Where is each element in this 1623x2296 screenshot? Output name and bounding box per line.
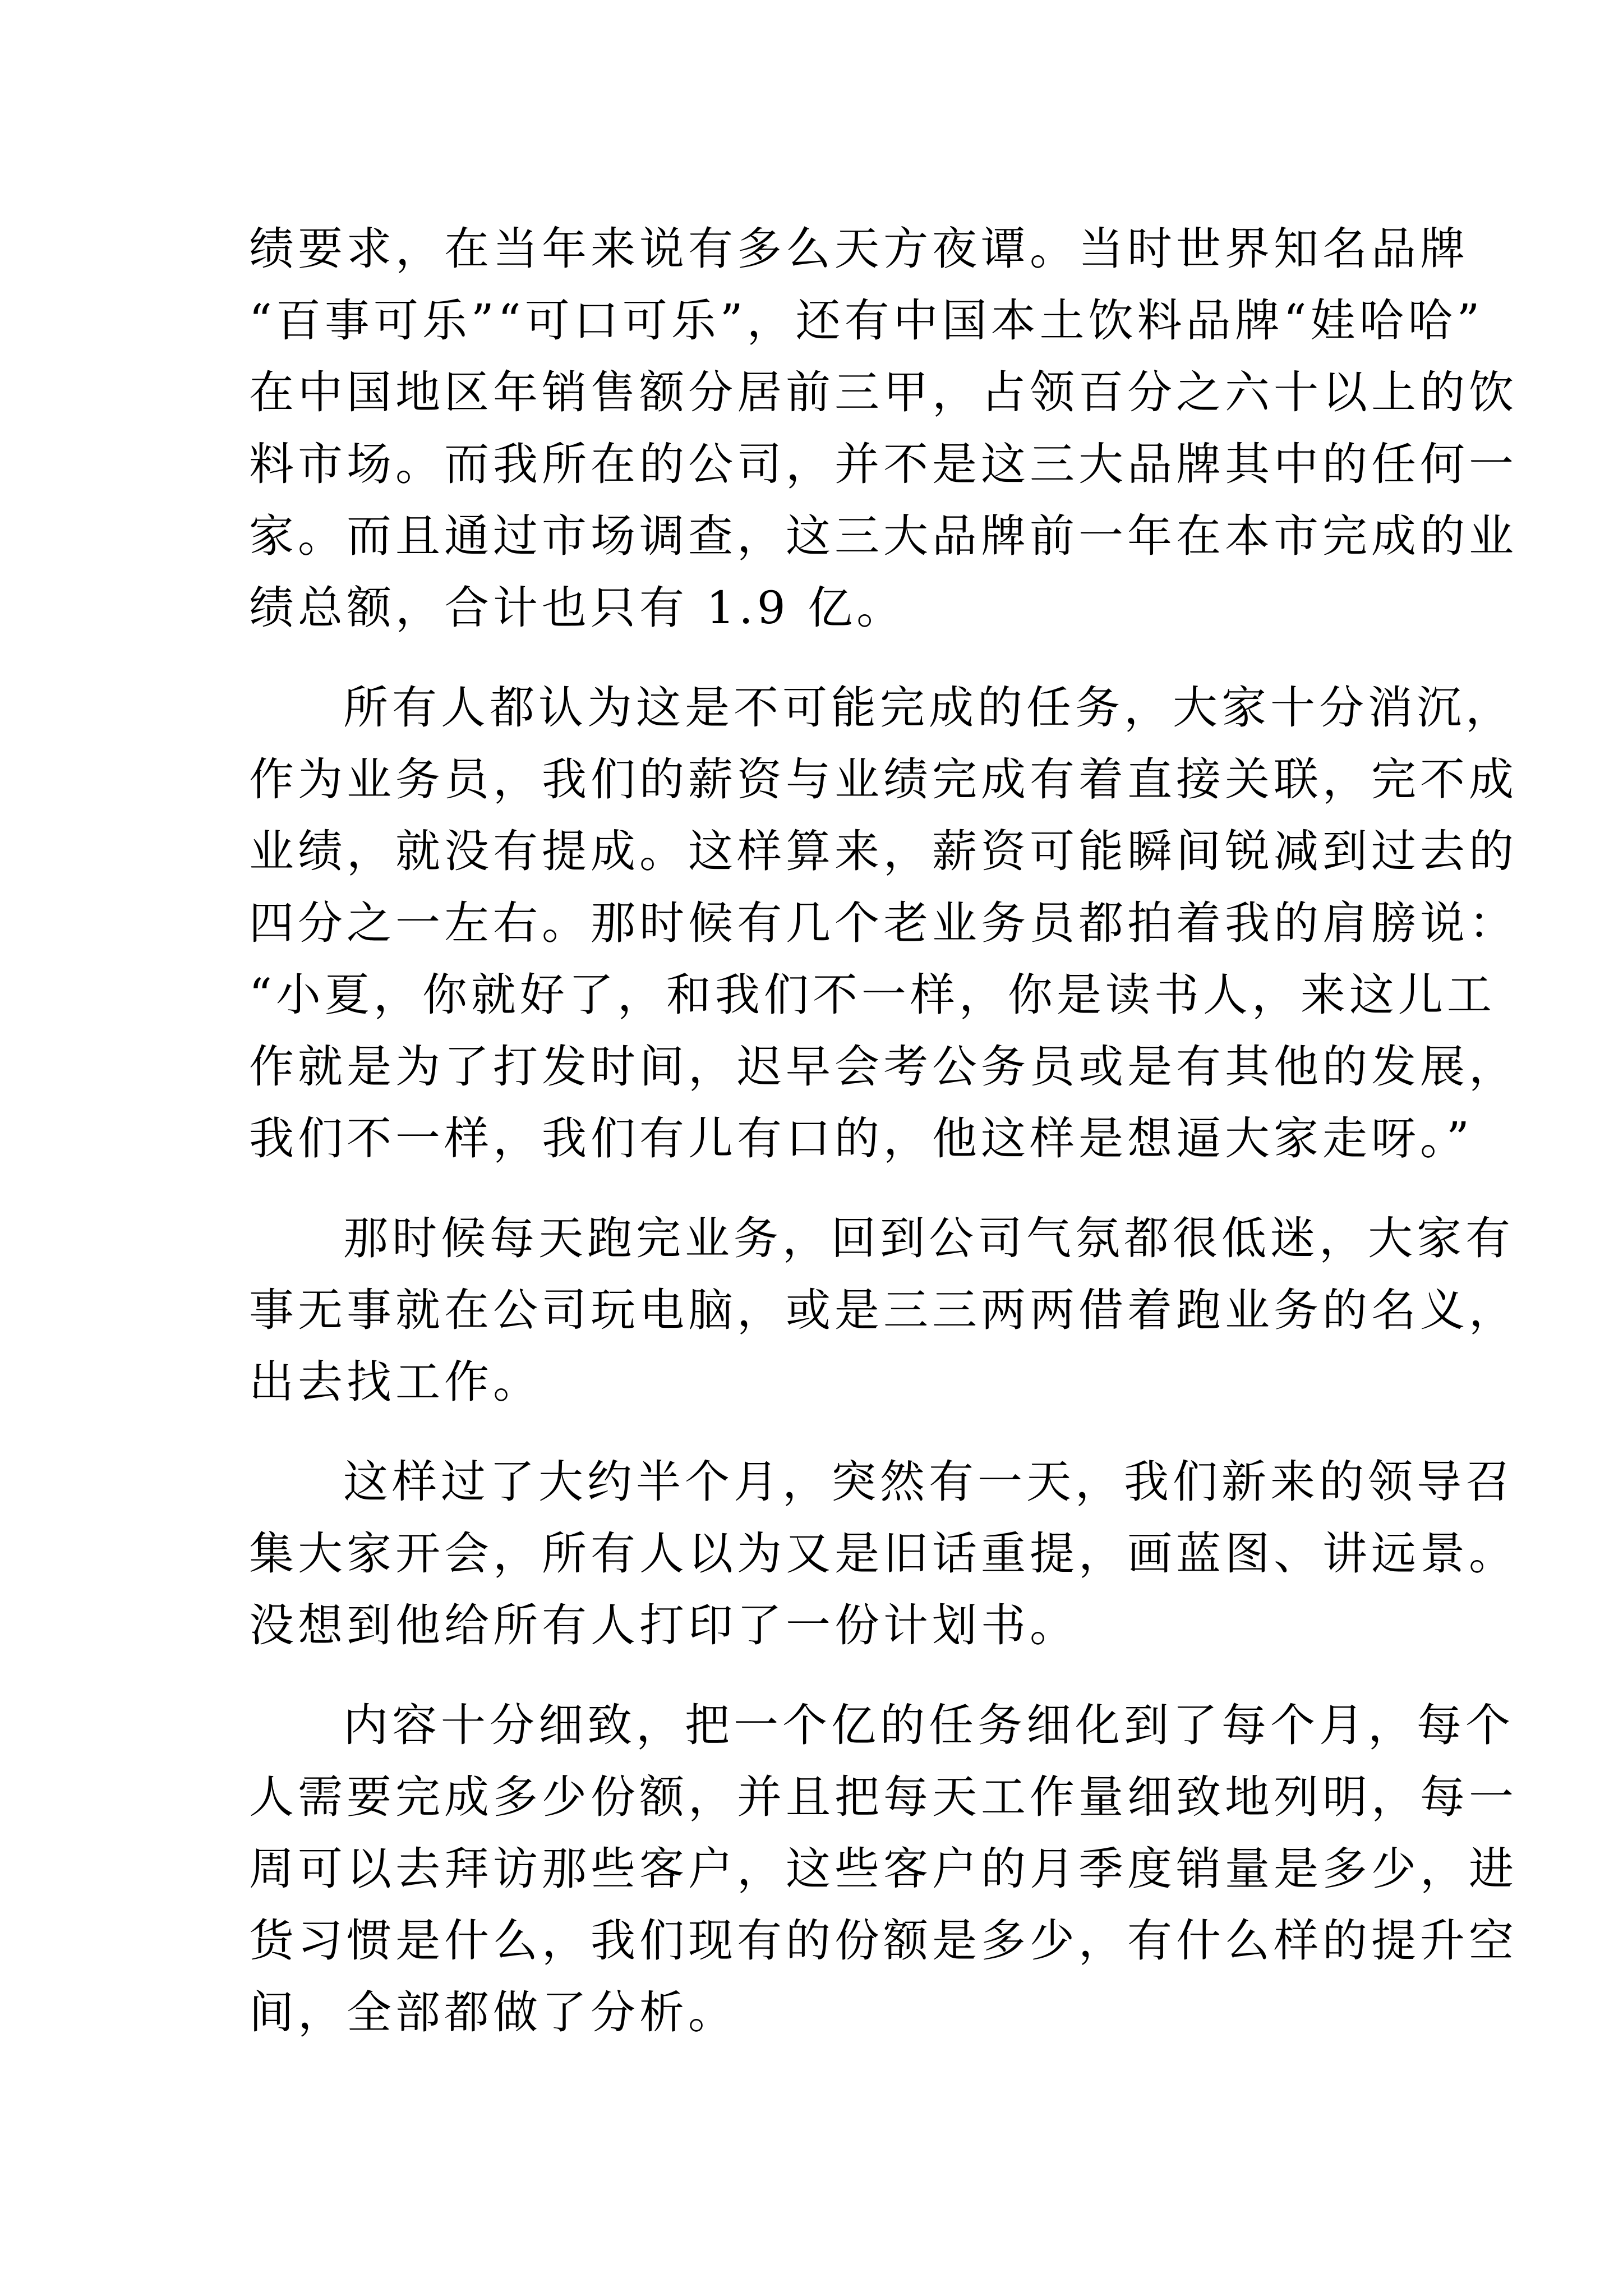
text-line: 绩总额，合计也只有 1.9 亿。	[249, 582, 906, 634]
text-line: 绩要求，在当年来说有多么天方夜谭。当时世界知名品牌	[249, 223, 1469, 275]
text-line: 四分之一左右。那时候有几个老业务员都拍着我的肩膀说：	[249, 897, 1518, 949]
text-line: 料市场。而我所在的公司，并不是这三大品牌其中的任何一	[249, 438, 1518, 490]
text-line: 作为业务员，我们的薪资与业绩完成有着直接关联，完不成	[249, 753, 1518, 806]
text-line: 间，全部都做了分析。	[249, 1986, 737, 2039]
text-line: 没想到他给所有人打印了一份计划书。	[249, 1599, 1078, 1651]
paragraph-1	[249, 213, 1518, 644]
paragraph-3	[249, 1203, 1518, 1418]
text-line: 家。而且通过市场调查，这三大品牌前一年在本市完成的业	[249, 510, 1518, 562]
paragraph-2	[249, 672, 1518, 1175]
text-line: 那时候每天跑完业务，回到公司气氛都很低迷，大家有	[343, 1212, 1514, 1264]
text-line: 内容十分细致，把一个亿的任务细化到了每个月，每个	[343, 1699, 1514, 1751]
document-body	[249, 213, 1518, 2049]
text-line: “小夏，你就好了，和我们不一样，你是读书人，来这儿工	[249, 969, 1496, 1021]
text-line: 所有人都认为这是不可能完成的任务，大家十分消沉，	[343, 682, 1514, 734]
text-line: 业绩，就没有提成。这样算来，薪资可能瞬间锐减到过去的	[249, 825, 1518, 877]
text-line: 集大家开会，所有人以为又是旧话重提，画蓝图、讲远景。	[249, 1527, 1518, 1580]
text-line: 事无事就在公司玩电脑，或是三三两两借着跑业务的名义，	[249, 1284, 1518, 1336]
text-line: 货习惯是什么，我们现有的份额是多少，有什么样的提升空	[249, 1915, 1518, 1967]
paragraph-5	[249, 1690, 1518, 2049]
text-line: “百事可乐”“可口可乐”，还有中国本土饮料品牌“娃哈哈”	[249, 295, 1484, 347]
paragraph-4	[249, 1446, 1518, 1662]
text-line: 周可以去拜访那些客户，这些客户的月季度销量是多少，进	[249, 1843, 1518, 1895]
text-line: 我们不一样，我们有儿有口的，他这样是想逼大家走呀。”	[249, 1112, 1473, 1165]
text-line: 这样过了大约半个月，突然有一天，我们新来的领导召	[343, 1456, 1514, 1508]
text-line: 人需要完成多少份额，并且把每天工作量细致地列明，每一	[249, 1771, 1518, 1823]
text-line: 出去找工作。	[249, 1356, 542, 1408]
text-line: 在中国地区年销售额分居前三甲，占领百分之六十以上的饮	[249, 366, 1518, 418]
text-line: 作就是为了打发时间，迟早会考公务员或是有其他的发展，	[249, 1041, 1518, 1093]
